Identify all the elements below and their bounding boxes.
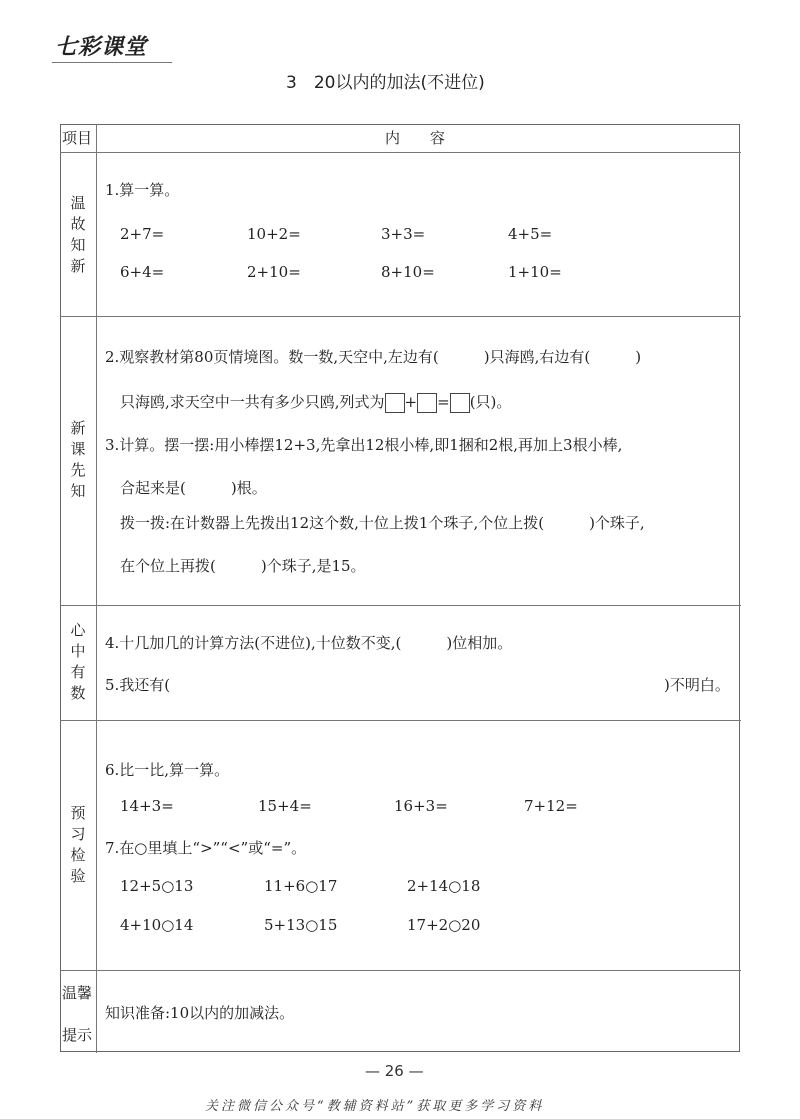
question-6: 6.比一比,算一算。 <box>105 761 230 779</box>
logo: 七彩课堂 <box>55 35 148 60</box>
tip-text: 知识准备:10以内的加减法。 <box>105 1004 295 1022</box>
expression: 14+3= <box>120 797 174 815</box>
question-5-start: 5.我还有( <box>105 676 171 694</box>
expression: 1+10= <box>508 263 562 281</box>
question-5-end: )不明白。 <box>664 676 730 694</box>
expression: 8+10= <box>381 263 435 281</box>
header-item: 项目 <box>62 129 93 147</box>
expression: 2+7= <box>120 225 165 243</box>
question-3-line: 3.计算。摆一摆:用小棒摆12+3,先拿出12根小棒,即1捆和2根,再加上3根小棒, <box>105 436 623 454</box>
plus-sign: + <box>404 393 418 411</box>
row-divider <box>60 605 741 606</box>
comparison: 5+13○15 <box>264 916 338 934</box>
header-content: 内 容 <box>385 129 446 147</box>
equals-sign: = <box>437 393 450 411</box>
expression: 2+10= <box>247 263 301 281</box>
text: (只)。 <box>469 393 512 411</box>
expression: 15+4= <box>258 797 312 815</box>
comparison: 12+5○13 <box>120 877 194 895</box>
section-label: 温馨 <box>62 984 93 1002</box>
page-title: 3 20以内的加法(不进位) <box>286 73 485 93</box>
question-2-line: 2.观察教材第80页情境图。数一数,天空中,左边有( )只海鸥,右边有( ) <box>105 348 642 366</box>
expression: 16+3= <box>394 797 448 815</box>
comparison: 11+6○17 <box>264 877 338 895</box>
row-divider <box>60 316 741 317</box>
answer-box[interactable] <box>385 393 405 413</box>
answer-box[interactable] <box>450 393 470 413</box>
expression: 10+2= <box>247 225 301 243</box>
watermark: 关注微信公众号“教辅资料站”获取更多学习资料 <box>205 1099 545 1114</box>
section-label: 预习检验 <box>70 804 86 885</box>
question-3-line: 在个位上再拨( )个珠子,是15。 <box>120 557 366 575</box>
comparison: 4+10○14 <box>120 916 194 934</box>
row-divider <box>60 720 741 721</box>
section-label: 心中有数 <box>70 621 86 702</box>
answer-box[interactable] <box>417 393 437 413</box>
section-label: 新课先知 <box>70 419 86 500</box>
question-3-line: 拨一拨:在计数器上先拨出12这个数,十位上拨1个珠子,个位上拨( )个珠子, <box>120 514 645 532</box>
comparison: 2+14○18 <box>407 877 481 895</box>
text: 只海鸥,求天空中一共有多少只鸥,列式为 <box>120 393 385 411</box>
section-label: 温故知新 <box>70 194 86 275</box>
comparison: 17+2○20 <box>407 916 481 934</box>
question-1: 1.算一算。 <box>105 181 180 199</box>
row-divider <box>60 152 741 153</box>
logo-underline <box>52 62 172 63</box>
question-7: 7.在○里填上“>”“<”或“=”。 <box>105 839 307 857</box>
question-4: 4.十几加几的计算方法(不进位),十位数不变,( )位相加。 <box>105 634 513 652</box>
section-label: 提示 <box>62 1026 93 1044</box>
row-divider <box>60 970 741 971</box>
question-2-line <box>120 392 511 413</box>
column-divider <box>96 124 97 1053</box>
expression: 4+5= <box>508 225 553 243</box>
question-3-line: 合起来是( )根。 <box>120 479 267 497</box>
expression: 6+4= <box>120 263 165 281</box>
expression: 3+3= <box>381 225 426 243</box>
expression: 7+12= <box>524 797 578 815</box>
page-number: — 26 — <box>365 1062 424 1080</box>
